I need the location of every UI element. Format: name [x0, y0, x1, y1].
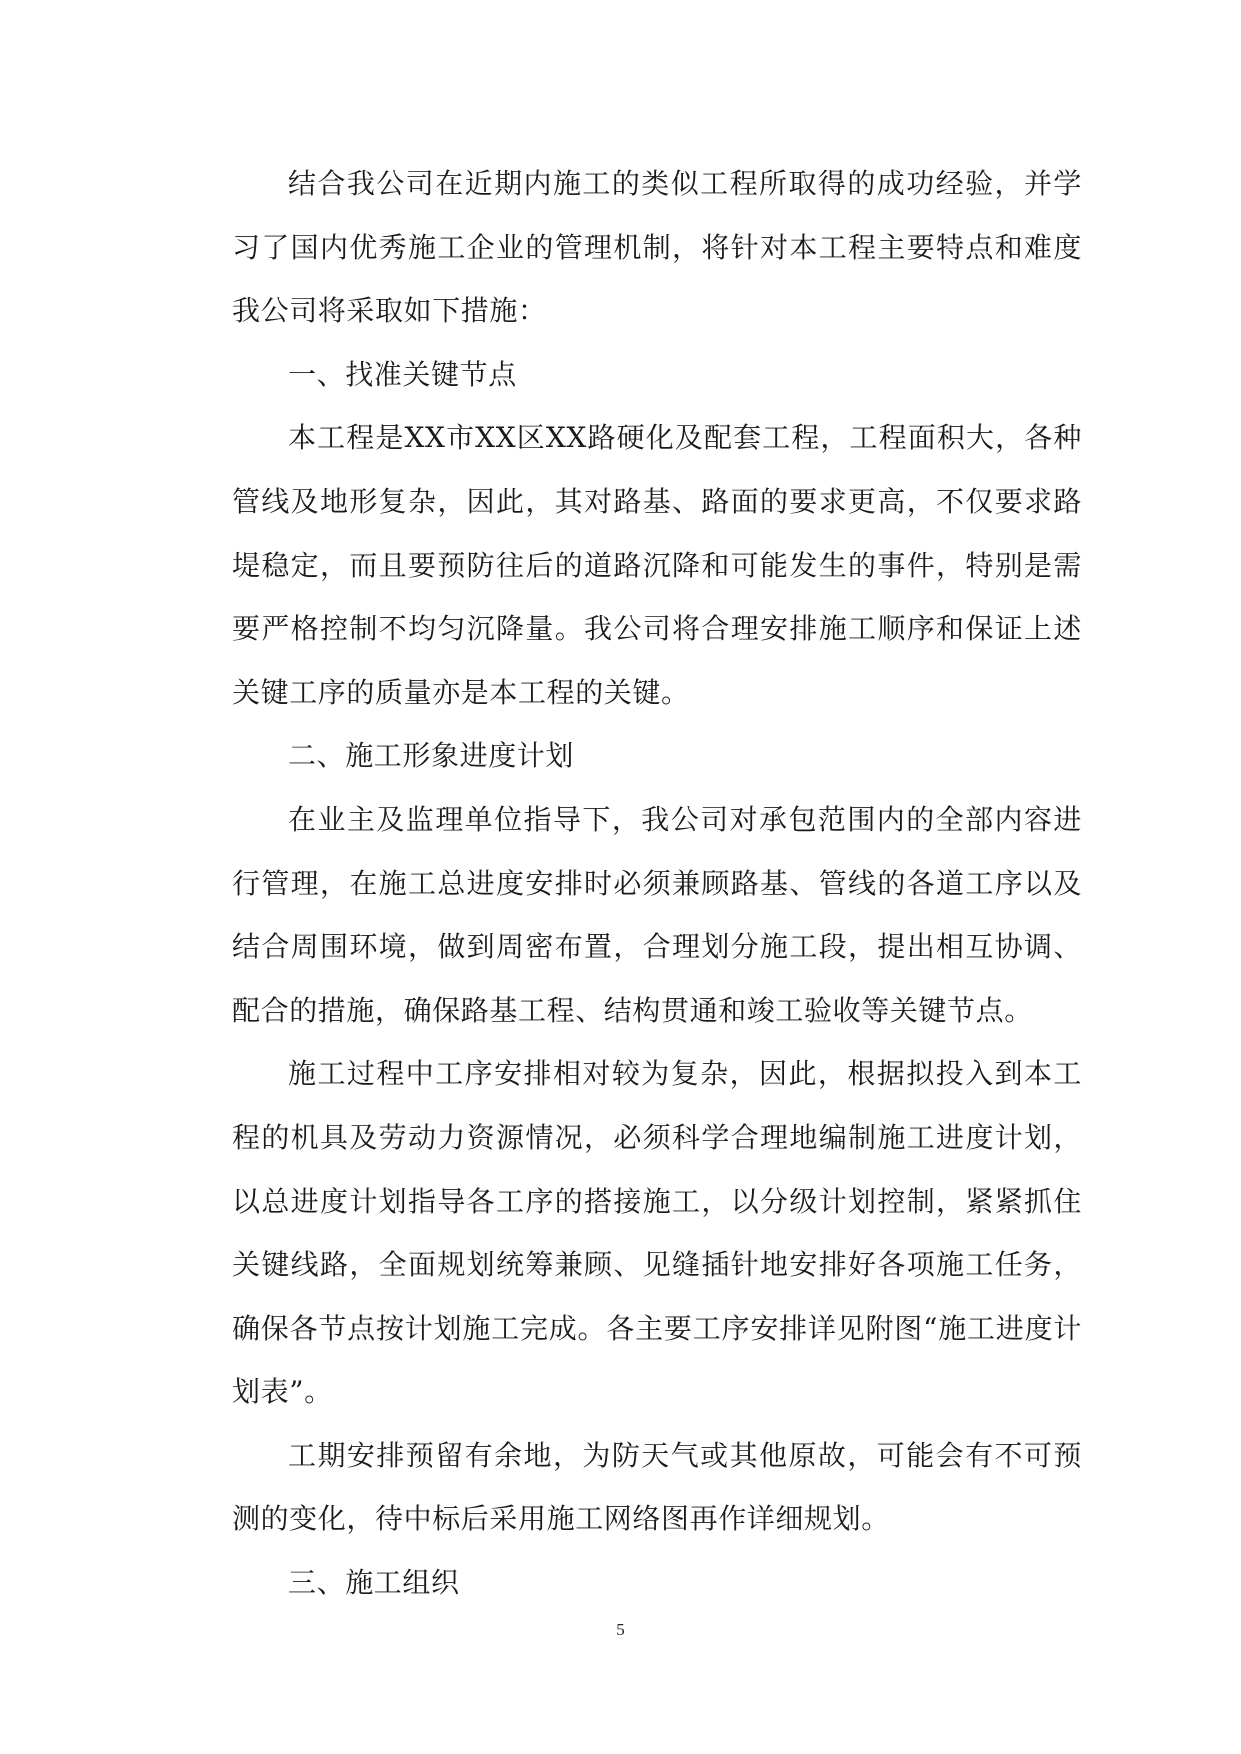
section-heading-2: 二、施工形象进度计划 — [288, 739, 575, 773]
document-body — [232, 152, 1082, 1615]
section-2-paragraph-3: 工期安排预留有余地，为防天气或其他原故，可能会有不可预测的变化，待中标后采用施工网络图再作详细规划。 — [232, 1438, 1082, 1536]
section-2-paragraph-2: 施工过程中工序安排相对较为复杂，因此，根据拟投入到本工程的机具及劳动力资源情况，必须科学合理地编制施工进度计划，以总进度计划指导各工序的搭接施工，以分级计划控制，紧紧抓住关键线路，全面规划统筹兼顾、见缝插针地安排好各项施工任务，确保各节点按计划施工完成。各主要工序安排详见附图“施工进度计划表”。 — [232, 1057, 1082, 1409]
page-number: 5 — [616, 1620, 625, 1639]
section-heading-1: 一、找准关键节点 — [288, 357, 517, 391]
section-1-paragraph: 本工程是XX市XX区XX路硬化及配套工程，工程面积大，各种管线及地形复杂，因此，其对路基、路面的要求更高，不仅要求路堤稳定，而且要预防往后的道路沉降和可能发生的事件，特别是需要严格控制不均匀沉降量。我公司将合理安排施工顺序和保证上述关键工序的质量亦是本工程的关键。 — [232, 421, 1082, 709]
intro-paragraph: 结合我公司在近期内施工的类似工程所取得的成功经验，并学习了国内优秀施工企业的管理机制，将针对本工程主要特点和难度我公司将采取如下措施： — [232, 167, 1082, 328]
section-2-paragraph-1: 在业主及监理单位指导下，我公司对承包范围内的全部内容进行管理，在施工总进度安排时必须兼顾路基、管线的各道工序以及结合周围环境，做到周密布置，合理划分施工段，提出相互协调、配合的措施，确保路基工程、结构贯通和竣工验收等关键节点。 — [232, 802, 1082, 1027]
section-heading-3: 三、施工组织 — [288, 1566, 460, 1600]
